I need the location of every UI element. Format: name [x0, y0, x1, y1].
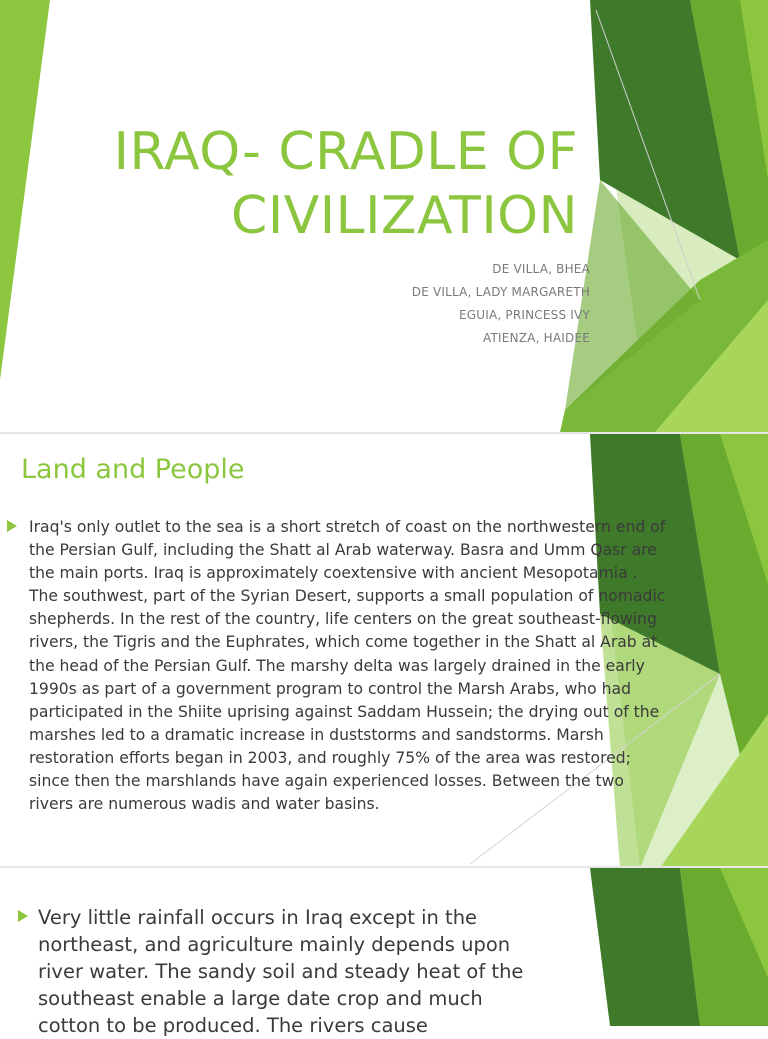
title-line-2: CIVILIZATION [231, 186, 578, 246]
body-paragraph: Iraq's only outlet to the sea is a short stretch of coast on the northwestern end of the Persian Gulf, including the Shatt al Arab waterway. Basra and Umm Qasr are the main ports. Iraq is approximately coextensive with ancient Mesopotamia . The southwest, part of the Syrian Desert, supports a small population of nomadic shepherds. In the rest of the country, life centers on the great southeast-flowing rivers, the Tigris and the Euphrates, which come together in the Shatt al Arab at the head of the Persian Gulf. The marshy delta was largely drained in the early 1990s as part of a government program to control the Marsh Arabs, who had participated in the Shiite uprising against Saddam Hussein; the drying out of the marshes led to a dramatic increase in duststorms and sandstorms. Marsh restoration efforts began in 2003, and roughly 75% of the area was restored; since then the marshlands have again experienced losses. Between the two rivers are numerous wadis and water basins. [29, 518, 666, 814]
left-green-sliver [0, 0, 50, 380]
land-and-people-slide [0, 432, 768, 866]
author-name: DE VILLA, LADY MARGARETH [411, 285, 590, 299]
author-name: ATIENZA, HAIDEE [483, 331, 590, 345]
body-paragraph: Very little rainfall occurs in Iraq except in the northeast, and agriculture mainly depends upon river water. The sandy soil and steady heat of the southeast enable a large date crop and much cotton to be produced. The rivers cause [38, 906, 524, 1037]
title-slide [0, 0, 768, 432]
author-name: DE VILLA, BHEA [492, 262, 590, 276]
slide-title [58, 120, 578, 248]
arrow-bullet-icon [7, 520, 17, 532]
author-name: EGUIA, PRINCESS IVY [458, 308, 590, 322]
slide-heading: Land and People [21, 454, 245, 485]
rainfall-slide [0, 866, 768, 1037]
title-line-1: IRAQ- CRADLE OF [113, 122, 578, 182]
author-list [270, 258, 590, 350]
arrow-bullet-icon [18, 910, 28, 922]
